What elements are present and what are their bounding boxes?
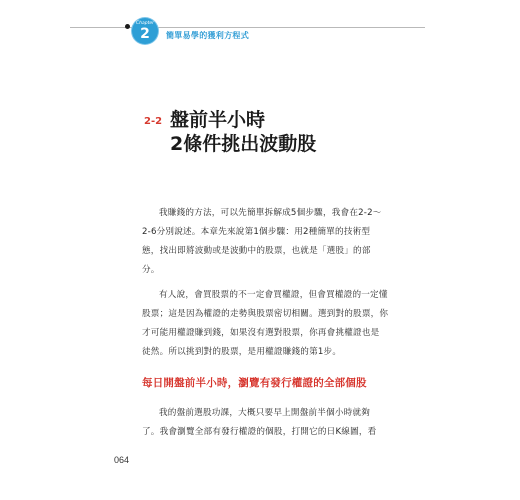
paragraph-1 <box>142 204 390 280</box>
text-line: 態，找出即將波動或是波動中的股票，也就是「選股」的部 <box>142 246 371 256</box>
text-line: 分。 <box>142 265 160 275</box>
section-title-line2: 2條件挑出波動股 <box>170 133 317 155</box>
subheading: 每日開盤前半小時，瀏覽有發行權證的全部個股 <box>142 377 367 389</box>
page-number: 064 <box>114 455 130 465</box>
text-line: 股票；這是因為權證的走勢與股票密切相關。選到對的股票，你 <box>142 309 389 319</box>
text-line: 2-6分別說述。本章先來說第1個步驟：用2種簡單的技術型 <box>142 227 371 237</box>
text-line: 了。我會瀏覽全部有發行權證的個股，打開它的日K線圖，看 <box>142 427 377 437</box>
text-line: 我賺錢的方法，可以先簡單拆解成5個步驟，我會在2-2～ <box>159 208 382 218</box>
running-title: 簡單易學的獲利方程式 <box>166 31 249 40</box>
chapter-badge <box>132 18 158 44</box>
text-line: 我的盤前選股功課，大概只要早上開盤前半個小時就夠 <box>159 408 371 418</box>
paragraph-3 <box>142 404 390 442</box>
text-line: 有人說，會買股票的不一定會買權證，但會買權證的一定懂 <box>159 290 388 300</box>
chapter-word: Chapter <box>136 21 154 26</box>
paragraph-2 <box>142 286 390 362</box>
section-title-line1: 盤前半小時 <box>170 109 266 131</box>
text-line: 才可能用權證賺到錢，如果沒有選對股票，你再會挑權證也是 <box>142 328 380 338</box>
text-line: 徒然。所以挑到對的股票，是用權證賺錢的第1步。 <box>142 347 342 357</box>
header-rule <box>70 27 425 28</box>
section-number: 2-2 <box>144 116 163 127</box>
chapter-number: 2 <box>140 26 150 42</box>
bullet-dot-icon <box>125 24 130 29</box>
